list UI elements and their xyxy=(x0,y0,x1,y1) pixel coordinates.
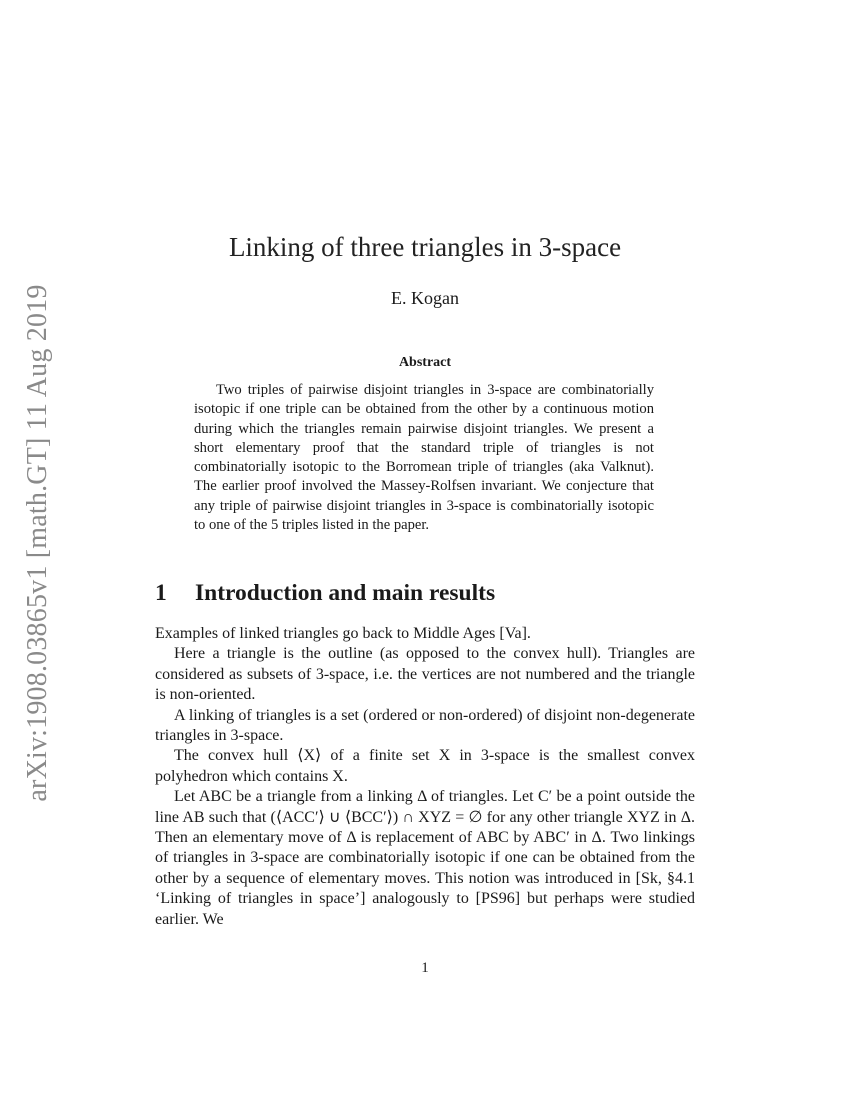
section-title: Introduction and main results xyxy=(195,580,496,606)
page-number: 1 xyxy=(421,960,429,976)
arxiv-identifier-stamp: arXiv:1908.03865v1 [math.GT] 11 Aug 2019 xyxy=(22,284,53,802)
abstract-heading: Abstract xyxy=(398,355,452,370)
paragraph-2: Here a triangle is the outline (as opposed to the convex hull). Triangles are considered as subsets of 3-space, i.e. the vertices are not numbered and the triangle is non-oriented. xyxy=(155,645,695,704)
section-body xyxy=(155,624,695,930)
paragraph-1: Examples of linked triangles go back to Middle Ages [Va]. xyxy=(155,625,531,642)
author-name: E. Kogan xyxy=(391,288,459,308)
paper-title: Linking of three triangles in 3-space xyxy=(228,232,622,262)
paragraph-3: A linking of triangles is a set (ordered or non-ordered) of disjoint non-degenerate triangles in 3-space. xyxy=(155,706,695,745)
section-number: 1 xyxy=(155,580,167,606)
section-heading xyxy=(155,580,495,607)
paragraph-5: Let ABC be a triangle from a linking Δ of triangles. Let C′ be a point outside the line AB such that (⟨ACC′⟩ ∪ ⟨BCC′⟩) ∩ XYZ = ∅ for any other triangle XYZ in Δ. Then an elementary move of Δ is replacement of ABC by ABC′ in Δ. Two linkings of triangles in 3-space are combinatorially isotopic if one can be obtained from the other by a sequence of elementary moves. This notion was introduced in [Sk, §4.1 ‘Linking of triangles in space’] analogously to [PS96] but perhaps were studied earlier. We xyxy=(155,788,695,928)
abstract-text: Two triples of pairwise disjoint triangles in 3-space are combinatorially isotopic if one triple can be obtained from the other by a continuous motion during which the triangles remain pairwise disjoint triangles. We present a short elementary proof that the standard triple of triangles is not combinatorially isotopic to the Borromean triple of triangles (aka Valknut). The earlier proof involved the Massey-Rolfsen invariant. We conjecture that any triple of pairwise disjoint triangles in 3-space is combinatorially isotopic to one of the 5 triples listed in the paper. xyxy=(194,382,654,534)
paragraph-4: The convex hull ⟨X⟩ of a finite set X in 3-space is the smallest convex polyhedron which contains X. xyxy=(155,747,695,785)
